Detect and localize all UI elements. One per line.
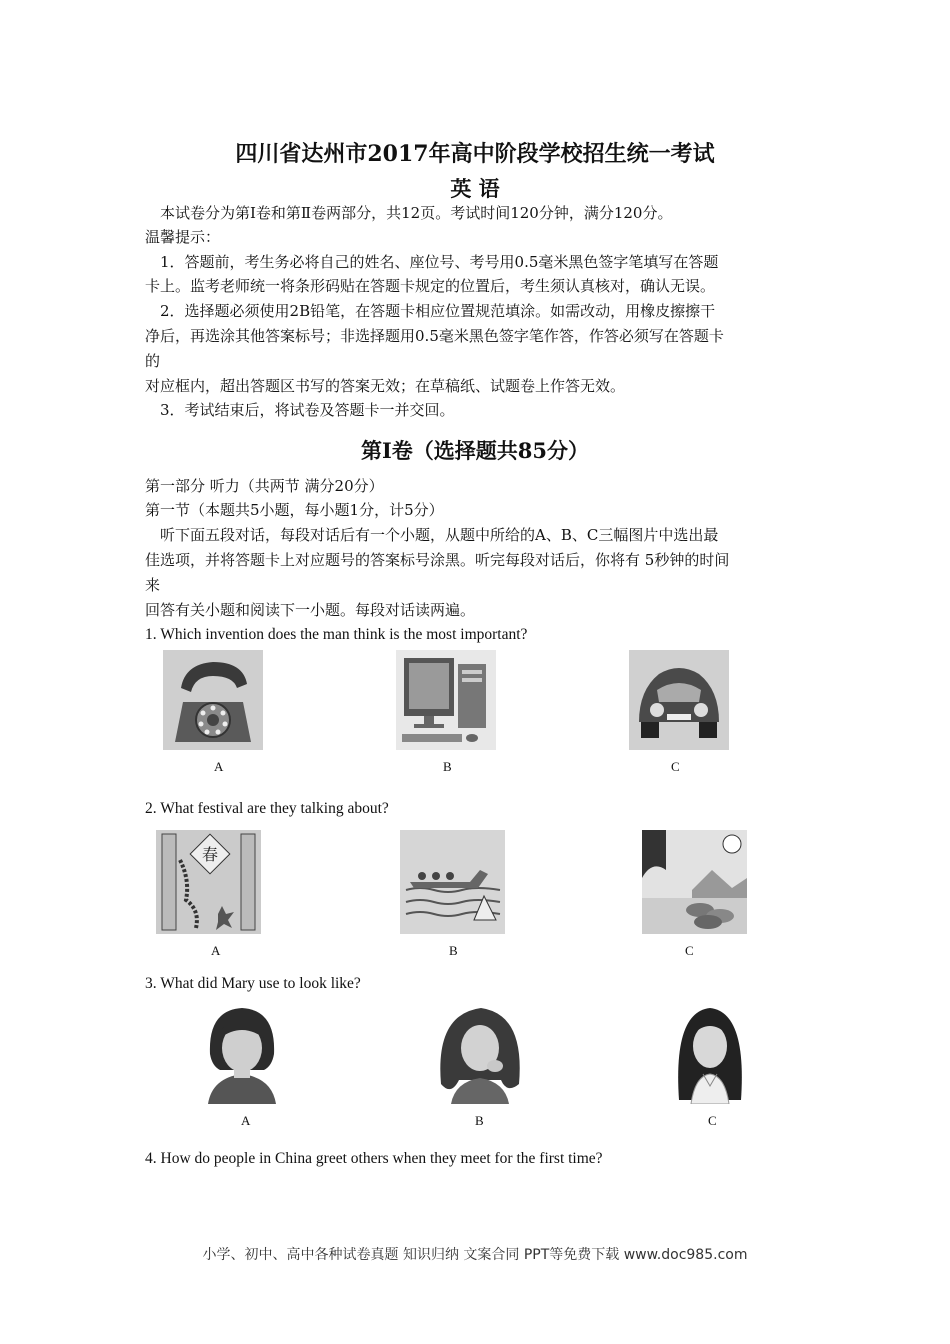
question-2-text: 2. What festival are they talking about? [145,800,389,817]
tip-2-line-3: 的 [145,352,161,370]
car-image [629,650,729,750]
girl-curly-hair-image [431,1004,529,1104]
svg-text:春: 春 [202,845,219,864]
mid-autumn-image [642,830,747,934]
girl-long-hair-image [667,1004,753,1104]
intro-description: 本试卷分为第Ⅰ卷和第Ⅱ卷两部分，共12页。考试时间120分钟，满分120分。 [160,204,673,222]
q2-option-b: B [449,943,458,958]
q2-option-a: A [211,943,221,958]
part-1-section-1: 第一节（本题共5小题，每小题1分，计5分） [145,501,444,519]
question-3-text: 3. What did Mary use to look like? [145,975,361,992]
question-1-text: 1. Which invention does the man think is the most important? [145,626,528,643]
instruction-line-3: 来 [145,576,161,594]
q1-option-b: B [443,759,452,774]
spring-festival-image [156,830,261,934]
girl-short-hair-image [194,1004,290,1104]
tip-2-line-1: 2．选择题必须使用2B铅笔，在答题卡相应位置规范填涂。如需改动，用橡皮擦擦干 [160,302,716,320]
dragon-boat-image [400,830,505,934]
question-4-text: 4. How do people in China greet others when they meet for the first time? [145,1150,603,1167]
section-title: 第Ⅰ卷（选择题共85分） [360,438,590,463]
tip-1-line-1: 1．答题前，考生务必将自己的姓名、座位号、考号用0.5毫米黑色签字笔填写在答题 [160,253,719,271]
tip-1-line-2: 卡上。监考老师统一将条形码贴在答题卡规定的位置后，考生须认真核对，确认无误。 [145,277,716,295]
tip-3: 3．考试结束后，将试卷及答题卡一并交回。 [160,401,455,419]
exam-title: 四川省达州市2017年高中阶段学校招生统一考试 [235,141,715,167]
q3-option-b: B [475,1113,484,1128]
computer-image [396,650,496,750]
instruction-line-2: 佳选项，并将答题卡上对应题号的答案标号涂黑。听完每段对话后，你将有 5秒钟的时间 [145,551,730,569]
tips-label: 温馨提示： [145,228,221,246]
tip-2-line-2: 净后，再选涂其他答案标号；非选择题用0.5毫米黑色签字笔作答，作答必须写在答题卡 [145,327,724,345]
subject-title: 英 语 [450,176,500,201]
instruction-line-1: 听下面五段对话，每段对话后有一个小题，从题中所给的A、B、C三幅图片中选出最 [160,526,719,544]
tip-2-line-4: 对应框内，超出答题区书写的答案无效；在草稿纸、试题卷上作答无效。 [145,377,626,395]
page-footer: 小学、初中、高中各种试卷真题 知识归纳 文案合同 PPT等免费下载 www.doc985.com [202,1247,748,1263]
q1-option-a: A [214,759,224,774]
q2-option-c: C [685,943,694,958]
telephone-image [163,650,263,750]
q3-option-c: C [708,1113,717,1128]
instruction-line-4: 回答有关小题和阅读下一小题。每段对话读两遍。 [145,601,476,619]
q1-option-c: C [671,759,680,774]
q3-option-a: A [241,1113,251,1128]
part-1-heading: 第一部分 听力（共两节 满分20分） [145,477,384,495]
